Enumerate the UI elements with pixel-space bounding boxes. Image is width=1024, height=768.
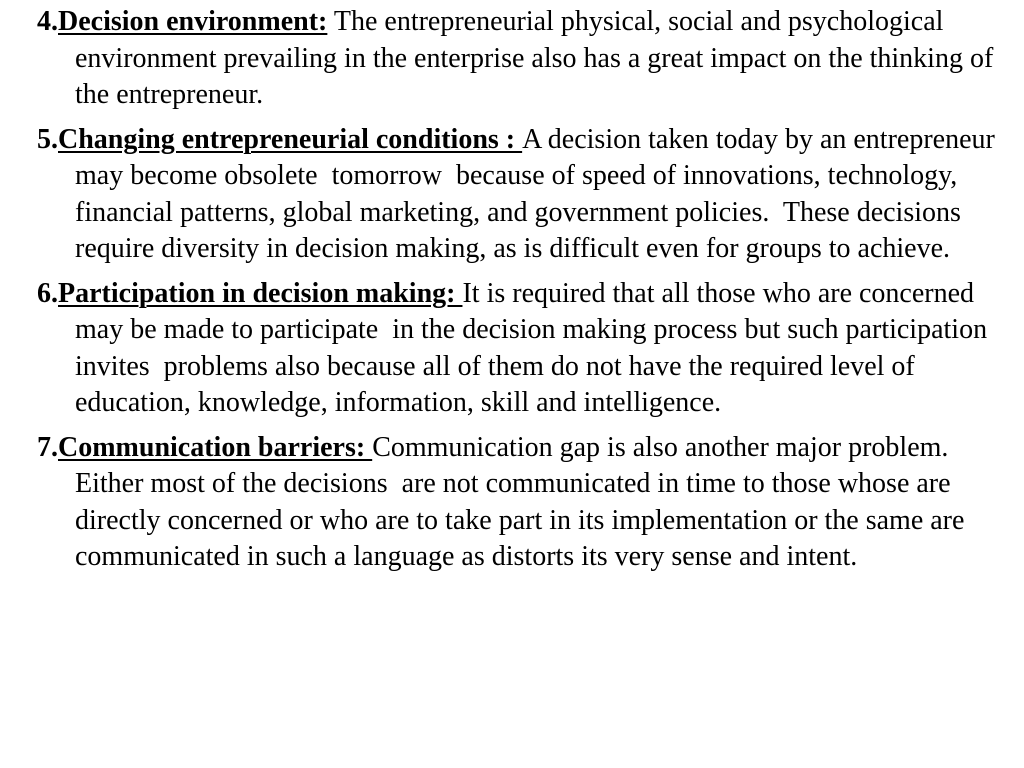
item-heading: Decision environment: xyxy=(58,6,328,37)
item-number: 6. xyxy=(37,277,58,309)
list-item-decision-environment xyxy=(37,4,1012,114)
item-number: 5. xyxy=(37,123,58,155)
item-number: 4. xyxy=(37,6,58,37)
item-number: 7. xyxy=(37,431,58,463)
item-text: It is required that all those who are concerned may be made to participate in the decision making process but such participation invites problems also because all of them do not have the required level of education, knowledge, information, skill and intelligence. xyxy=(75,277,995,418)
list-item-changing-conditions xyxy=(37,122,1012,268)
item-text: A decision taken today by an entrepreneur may become obsolete tomorrow because of speed of innovations, technology, financial patterns, global marketing, and government policies. These decisions require diversity in decision making, as is difficult even for groups to achieve. xyxy=(75,123,1002,264)
item-heading: Participation in decision making: xyxy=(58,277,463,309)
slide-content xyxy=(37,4,1012,584)
item-text: Communication gap is also another major problem. Either most of the decisions are not communicated in time to those whose are directly concerned or who are to take part in its implementation or the same are communicated in such a language as distorts its very sense and intent. xyxy=(75,431,972,572)
list-item-communication-barriers xyxy=(37,430,1012,576)
item-text: The entrepreneurial physical, social and psychological environment prevailing in the enterprise also has a great impact on the thinking of the entrepreneur. xyxy=(75,6,1001,110)
item-heading: Communication barriers: xyxy=(58,431,373,463)
list-item-participation xyxy=(37,276,1012,422)
item-heading: Changing entrepreneurial conditions : xyxy=(58,123,523,155)
